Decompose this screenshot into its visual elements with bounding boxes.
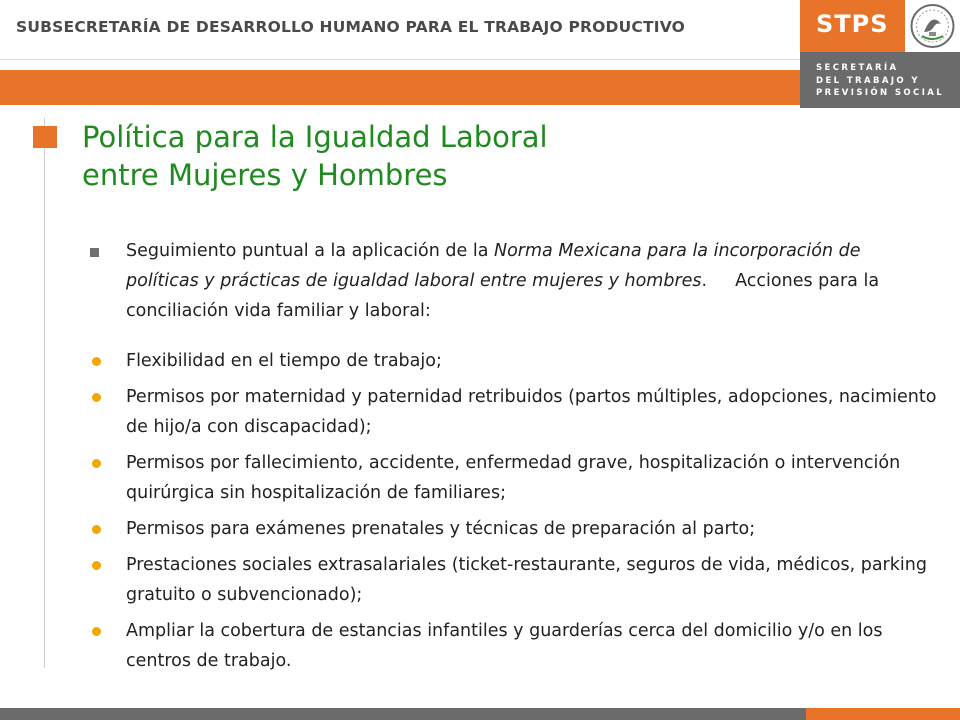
list-item-text: Permisos por maternidad y paternidad retribuidos (partos múltiples, adopciones, nacimiento de hijo/a con discapacidad);	[126, 387, 937, 437]
footer-orange-bar	[806, 708, 960, 720]
intro-norm-title: Norma Mexicana para la incorporación de políticas y prácticas de igualdad laboral entre mujeres y hombres	[126, 241, 861, 291]
bullet-dot-icon	[92, 627, 101, 636]
stps-logo-caption	[816, 62, 944, 100]
intro-actions-text: Acciones para la conciliación vida familiar y laboral:	[126, 271, 880, 321]
list-item	[90, 514, 940, 544]
stps-logo-text: STPS	[816, 10, 889, 38]
bullet-dot-icon	[92, 525, 101, 534]
list-item-text: Ampliar la cobertura de estancias infantiles y guarderías cerca del domicilio y/o en los centros de trabajo.	[126, 621, 883, 671]
stps-caption-line: SECRETARÍA	[816, 63, 899, 73]
list-item	[90, 448, 940, 508]
slide-title-line: Política para la Igualdad Laboral	[82, 120, 548, 154]
left-vertical-rule	[44, 118, 45, 668]
intro-text: Seguimiento puntual a la aplicación de la	[126, 241, 494, 261]
header-title: SUBSECRETARÍA DE DESARROLLO HUMANO PARA EL TRABAJO PRODUCTIVO	[16, 18, 685, 36]
bullet-dot-icon	[92, 357, 101, 366]
slide-title	[82, 118, 548, 194]
list-item-text: Flexibilidad en el tiempo de trabajo;	[126, 351, 442, 371]
list-item-text: Permisos por fallecimiento, accidente, enfermedad grave, hospitalización o intervención quirúrgica sin hospitalización de familiares;	[126, 453, 901, 503]
intro-paragraph	[126, 236, 926, 326]
square-bullet-icon	[90, 248, 99, 257]
list-item-text: Permisos para exámenes prenatales y técnicas de preparación al parto;	[126, 519, 756, 539]
footer-gray-bar	[0, 708, 806, 720]
list-item	[90, 616, 940, 676]
list-item	[90, 346, 940, 376]
list-item	[90, 382, 940, 442]
actions-list	[90, 346, 940, 682]
slide-title-line: entre Mujeres y Hombres	[82, 158, 448, 192]
mexican-coat-of-arms-icon	[905, 0, 960, 52]
bullet-dot-icon	[92, 393, 101, 402]
title-square-icon	[33, 126, 57, 148]
stps-caption-line: DEL TRABAJO Y	[816, 75, 920, 86]
list-item	[90, 550, 940, 610]
intro-period: .	[701, 271, 708, 291]
list-item-text: Prestaciones sociales extrasalariales (ticket-restaurante, seguros de vida, médicos, parking gratuito o subvencionado);	[126, 555, 927, 605]
bullet-dot-icon	[92, 459, 101, 468]
header-divider	[0, 59, 800, 60]
header-orange-bar	[0, 70, 800, 105]
stps-caption-line: PREVISIÓN SOCIAL	[816, 88, 945, 98]
bullet-dot-icon	[92, 561, 101, 570]
